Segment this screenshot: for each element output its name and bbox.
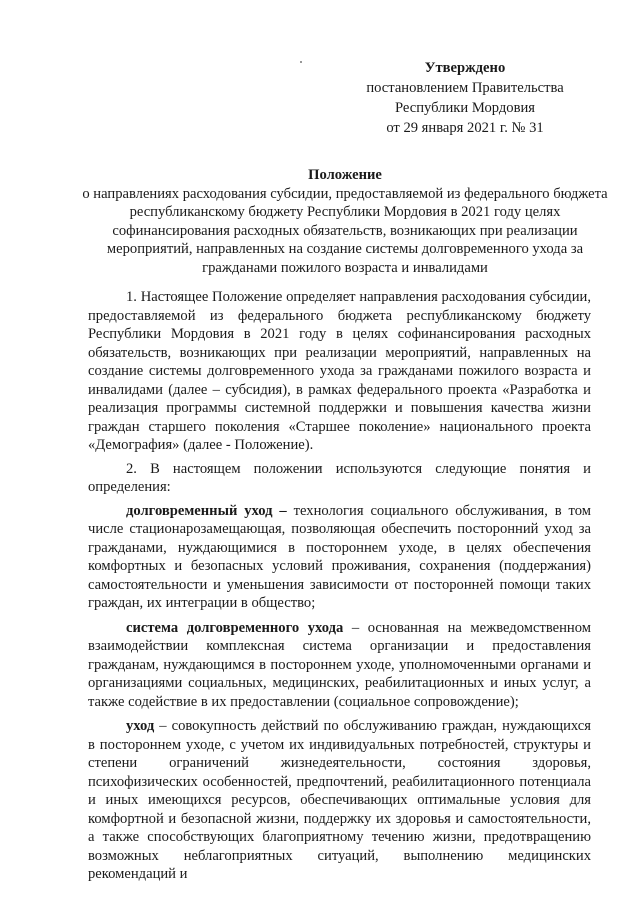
definition-text-care: – совокупность действий по обслуживанию граждан, нуждающихся в постороннем уходе, с учетом их индивидуальных потребностей, структуры и степени ограничений жизнедеятельности, состояния здоровья, психофизических особенностей, предпочтений, реабилитационного потенциала и иных имеющихся ресурсов, обеспечивающих оптимальные условия для комфортной и безопасной жизни, поддержку их здоровья и самостоятельности, а также способствующих благоприятному течению жизни, предотвращению возможных неблагоприятных ситуаций, выполнению медицинских рекомендаций и (88, 718, 591, 882)
definition-care-system (88, 619, 591, 712)
term-care: уход (126, 718, 155, 734)
term-long-term-care: долговременный уход – (126, 502, 287, 519)
document-body (88, 288, 591, 890)
definition-text-long-term-care: технология социального обслуживания, в том числе стационарозамещающая, позволяющая обеспечить посторонний уход за гражданами, нуждающимися в постороннем уходе, в целях обеспечения комфортных и безопасных условий проживания, сохранения (поддержания) самостоятельности и уменьшения зависимости от посторонней помощи таких граждан, их интеграции в общество; (88, 502, 591, 611)
approval-line-1: постановлением Правительства (366, 80, 564, 96)
definition-text-care-system: – основанная на межведомственном взаимодействии комплексная система организации и предоставления гражданам, нуждающимся в постороннем уходе, уполномоченными органами и организациями социальных, медицинских, реабилитационных и иных услуг, а также содействие в их предоставлении (социальное сопровождение); (88, 619, 591, 710)
definition-care (88, 717, 591, 884)
definition-long-term-care (88, 502, 591, 613)
term-care-system: система долговременного ухода (126, 619, 344, 636)
approval-title: Утверждено (424, 60, 506, 76)
scan-speck (300, 61, 302, 63)
paragraph-1: 1. Настоящее Положение определяет направления расходования субсидии, предоставляемой из федерального бюджета республиканскому бюджету Республики Мордовия в 2021 году в целях софинансирования расходных обязательств, возникающих при реализации мероприятий, направленных на создание системы долговременного ухода за гражданами пожилого возраста и инвалидами (далее – субсидия), в рамках федерального проекта «Разработка и реализация программы системной поддержки и повышения качества жизни граждан старшего поколения «Старшее поколение» национального проекта «Демография» (далее - Положение). (88, 289, 591, 453)
approval-stamp (340, 58, 590, 138)
document-subtitle: о направлениях расходования субсидии, предоставляемой из федерального бюджета республиканскому бюджету Республики Мордовия в 2021 году целях софинансирования расходных обязательств, возникающих при реализации мероприятий, направленных на создание системы долговременного ухода за гражданами пожилого возраста и инвалидами (82, 185, 608, 276)
approval-line-2: Республики Мордовия (394, 100, 535, 116)
approval-line-3: от 29 января 2021 г. № 31 (386, 120, 544, 136)
document-title: Положение (308, 167, 382, 183)
paragraph-2: 2. В настоящем положении используются следующие понятия и определения: (88, 460, 591, 495)
document-heading (80, 166, 610, 277)
